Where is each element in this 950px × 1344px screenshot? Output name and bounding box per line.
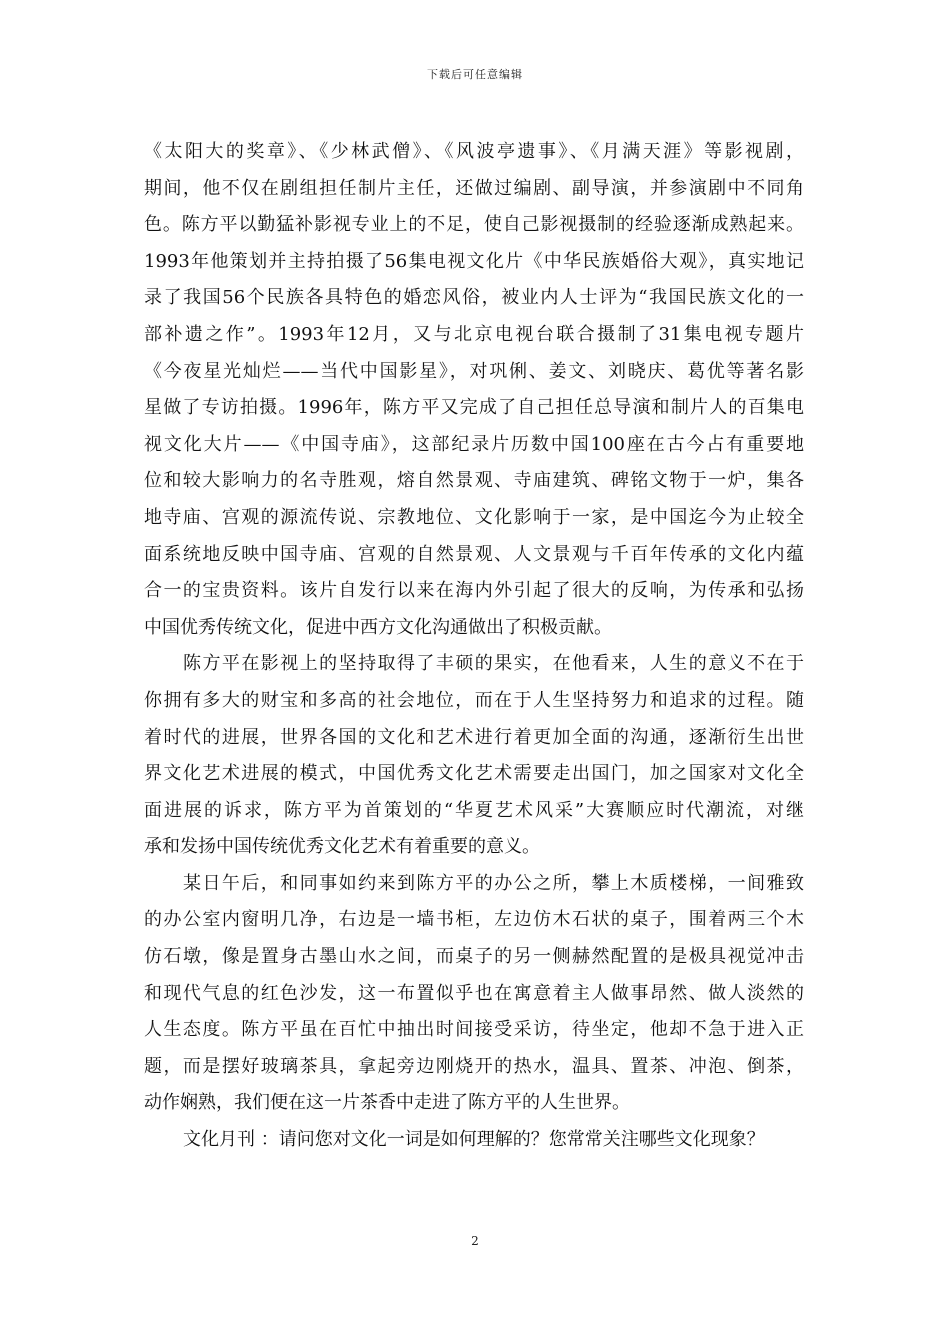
page-header: 下载后可任意编辑 xyxy=(427,68,523,81)
text-line: 人生态度。陈方平虽在百忙中抽出时间接受采访，待坐定，他却不急于进入正 xyxy=(144,1019,804,1041)
text-line: 面系统地反映中国寺庙、宫观的自然景观、人文景观与千百年传承的文化内蕴 xyxy=(144,543,804,565)
text-line: 1993年他策划并主持拍摄了56集电视文化片《中华民族婚俗大观》，真实地记 xyxy=(144,250,804,272)
text-line: 题，而是摆好玻璃茶具，拿起旁边刚烧开的热水，温具、置茶、冲泡、倒茶， xyxy=(144,1055,804,1077)
text-line: 和现代气息的红色沙发，这一布置似乎也在寓意着主人做事昂然、做人淡然的 xyxy=(144,982,804,1004)
text-line: 《今夜星光灿烂——当代中国影星》，对巩俐、姜文、刘晓庆、葛优等著名影 xyxy=(144,360,804,382)
document-body xyxy=(144,134,804,1159)
text-line: 界文化艺术进展的模式，中国优秀文化艺术需要走出国门，加之国家对文化全 xyxy=(144,763,804,785)
text-line: 着时代的进展，世界各国的文化和艺术进行着更加全面的沟通，逐渐衍生出世 xyxy=(144,726,804,748)
text-line: 部补遗之作”。1993年12月，又与北京电视台联合摄制了31集电视专题片 xyxy=(144,323,804,345)
text-line: 仿石墩，像是置身古墨山水之间，而桌子的另一侧赫然配置的是极具视觉冲击 xyxy=(144,946,804,968)
text-line: 面进展的诉求，陈方平为首策划的“华夏艺术风采”大赛顺应时代潮流，对继 xyxy=(144,799,804,821)
text-line: 视文化大片——《中国寺庙》，这部纪录片历数中国100座在古今占有重要地 xyxy=(144,433,804,455)
paragraph-first-line: 陈方平在影视上的坚持取得了丰硕的果实，在他看来，人生的意义不在于 xyxy=(183,653,804,675)
text-line: 动作娴熟，我们便在这一片茶香中走进了陈方平的人生世界。 xyxy=(144,1092,630,1114)
text-line: 你拥有多大的财宝和多高的社会地位，而在于人生坚持努力和追求的过程。随 xyxy=(144,689,804,711)
text-line: 合一的宝贵资料。该片自发行以来在海内外引起了很大的反响，为传承和弘扬 xyxy=(144,580,804,602)
text-line: 位和较大影响力的名寺胜观，熔自然景观、寺庙建筑、碑铭文物于一炉，集各 xyxy=(144,470,804,492)
page-number: 2 xyxy=(471,1234,479,1248)
text-line: 地寺庙、宫观的源流传说、宗教地位、文化影响于一家，是中国迄今为止较全 xyxy=(144,506,804,528)
interview-question: 文化月刊 ：请问您对文化一词是如何理解的？您常常关注哪些文化现象？ xyxy=(183,1129,765,1151)
text-line: 的办公室内窗明几净，右边是一墙书柜，左边仿木石状的桌子，围着两三个木 xyxy=(144,909,804,931)
text-line: 期间，他不仅在剧组担任制片主任，还做过编剧、副导演，并参演剧中不同角 xyxy=(144,177,804,199)
text-line: 色。陈方平以勤猛补影视专业上的不足，使自己影视摄制的经验逐渐成熟起来。 xyxy=(144,214,804,236)
text-line: 承和发扬中国传统优秀文化艺术有着重要的意义。 xyxy=(144,836,540,858)
text-line: 星做了专访拍摄。1996年，陈方平又完成了自己担任总导演和制片人的百集电 xyxy=(144,397,804,419)
text-line: 中国优秀传统文化，促进中西方文化沟通做出了积极贡献。 xyxy=(144,616,612,638)
text-line: 录了我国56个民族各具特色的婚恋风俗，被业内人士评为“我国民族文化的一 xyxy=(144,287,804,309)
paragraph-first-line: 某日午后，和同事如约来到陈方平的办公之所，攀上木质楼梯，一间雅致 xyxy=(183,872,804,894)
text-line: 《太阳大的奖章》、《少林武僧》、《风波亭遗事》、《月满天涯》等影视剧， xyxy=(144,141,804,162)
